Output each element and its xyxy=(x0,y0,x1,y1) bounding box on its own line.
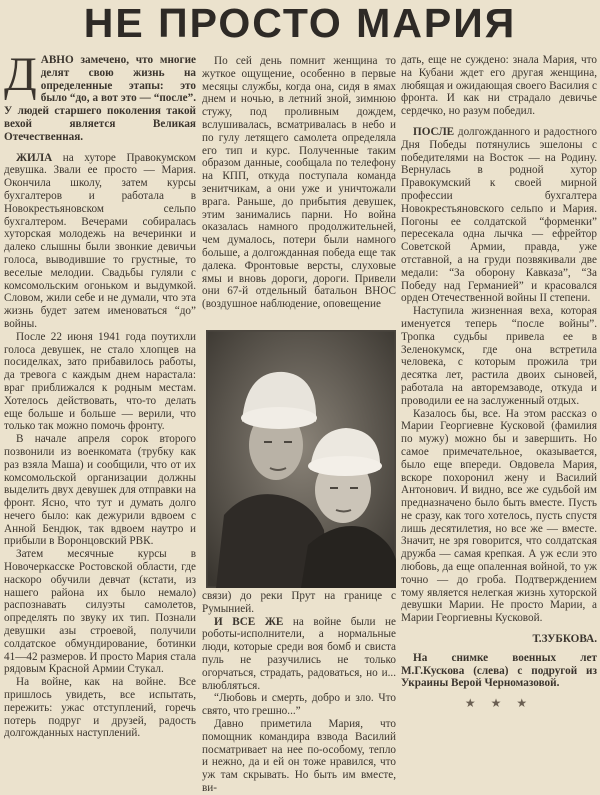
photo-caption: На снимке военных лет М.Г.Кускова (слева) с подругой из Украины Верой Черномазовой. xyxy=(401,651,597,690)
photo-two-women-in-fur-hats xyxy=(206,330,396,588)
star-separator-icon: ★ ★ ★ xyxy=(464,696,534,711)
paragraph-text: связи) до реки Прут на границе с Румынией. xyxy=(202,590,396,615)
paragraph-text: Затем месячные курсы в Новочеркасске Ростовской области, где наскоро обучили девчат (кстати, из нашего района их было немало) распознавать силуэты самолетов, определять по звуку их тип. Познали девушки азы строевой, получили солдатское обмундирование, ботинки 41—42 размеров. И просто Мария стала рядовым Красной Армии Стукал. xyxy=(4,548,196,676)
paragraph-lead-words: ПОСЛЕ xyxy=(413,125,455,138)
article-paragraph xyxy=(4,433,196,548)
paragraph-lead-words: ЖИЛА xyxy=(16,151,53,164)
drop-cap: Д xyxy=(4,48,37,101)
paragraph-text: на войне были не роботы-исполнители, а нормальные люди, которые среди воя бомб и свиста пуль не разучились не только огорчаться, страдать, радоваться, но и... влюбляться. xyxy=(202,615,396,692)
paragraph-text: дать, еще не суждено: знала Мария, что на Кубани ждет его другая женщина, любящая и ожидающая своего Василия с фронта. И как ни страдало девичье сердечко, но разум победил. xyxy=(401,54,597,118)
col1-paragraphs xyxy=(4,152,196,741)
article-paragraph xyxy=(401,126,597,305)
column-2-bottom xyxy=(202,590,396,795)
article-paragraph xyxy=(202,692,396,718)
article-paragraph xyxy=(4,152,196,331)
col2-bottom-paragraphs xyxy=(202,590,396,795)
article-paragraph xyxy=(401,408,597,626)
paragraph-text: долгожданного и радостного Дня Победы потянулись эшелоны с победителями на Восток — на Родину. Вернулась в родной хутор Правокумский к своей мирной профессии бухгалтера Новокрестьяновского сельпо и Мария. Погоны ее солдатской “форменки” пересекала одна лычка — ефрейтор Советской Армии, правда, уже отставной, а на груди позвякивали две медали: “За оборону Кавказа”, “За Победу над Германией” и красовался орден Отечественной войны II степени. xyxy=(401,125,597,305)
column-2-top xyxy=(202,55,396,311)
paragraph-lead-words: И ВСЕ ЖЕ xyxy=(214,615,284,628)
paragraph-text: Казалось бы, все. На этом рассказ о Марии Георгиевне Кусковой (фамилия по мужу) можно бы и завершить. Но самое примечательное, оказывается, было еще впереди. Овдовела Мария, вскоре похоронил жену и Василий Антонович. И видно, все же судьбой им предназначено было быть вместе. Пусть не сразу, как того хотелось, пусть спустя лишь десятилетия, но все же — вместе. Значит, не зря говорится, что солдатская дружба — самая крепкая. А уж если это любовь, да еще опаленная войной, то уж точно — до гроба. Подтверждением тому является нелегкая жизнь хуторской девушки Марии. Не просто Марии, а Марии Георгиевны Кусковой. xyxy=(401,407,597,625)
paragraph-text: В начале апреля сорок второго позвонили из военкомата (трубку как раз взяла Маша) и сообщили, что от их комсомольской организации должны выделить двух девушек для отправки на фронт. Ясно, что тут и думать долго нечего было: как дежурили вдвоем с Анной Бендюк, так вдвоем наутро и прибыли в Воронцовский РВК. xyxy=(4,433,196,548)
article-intro xyxy=(4,48,196,144)
paragraph-text: “Любовь и смерть, добро и зло. Что свято, что грешно...” xyxy=(202,692,396,718)
article-paragraph xyxy=(202,590,396,616)
intro-text: АВНО замечено, что многие делят свою жизнь на определенные этапы: это было “до, а вот это — “после”. У людей старшего поколения такой вехой является Великая Отечественная. xyxy=(4,54,196,143)
article-paragraph xyxy=(401,54,597,118)
author-signature: Т.ЗУБКОВА. xyxy=(532,633,597,646)
column-3 xyxy=(401,54,597,710)
paragraph-text: на хуторе Правокумском девушка. Звали ее просто — Мария. Окончила школу, затем курсы бухгалтеров и работала в Новокрестьяновском сельпо бухгалтером. Вечерами собиралась хуторская молодежь на вечеринки и далеко слышны были звонкие девичьи голоса, выводившие то грустные, то веселые мелодии. Свадьбы гуляли с комсомольским огоньком и выдумкой. Словом, жили себе и не думали, что эта жизнь будет затем именоваться “до” войны. xyxy=(4,151,196,330)
paragraph-text: По сей день помнит женщина то жуткое ощущение, особенно в первые месяцы службы, когда она, сидя в ямах днем и ночью, в летний зной, зимнюю стужу, под проливным дождем, вслушивалась, всматривалась в небо и по гулу летящего самолета определяла его тип и курс. Полученные таким образом данные, сообщала по телефону на КПП, откуда поступала команда зенитчикам, а они уже и уничтожали врага. Раньше, до прибытия девушек, этим занимались парни. Но война оказалась намного продолжительней, чем думалось, потери были намного больше, а долгожданная победа еще так далека. Фронтовые версты, слуховые ямы и вновь дороги, дороги. Привели они 67-й отдельный батальон ВНОС (воздушное наблюдение, оповещение xyxy=(202,55,396,311)
article-paragraph xyxy=(4,331,196,433)
article-paragraph xyxy=(202,55,396,311)
paragraph-text: После 22 июня 1941 года поутихли голоса девушек, не стало хлопцев на посиделках, зато прибавилось работы, да тревога с каждым днем нарастала: враг приближался к родным местам. Хотелось действовать, что-то делать еще больше и больше — верили, что только так можно помочь фронту. xyxy=(4,330,196,433)
paragraph-text: Наступила жизненная веха, которая именуется теперь “после войны”. Тропка судьбы привела ее в Зеленокумск, где она встретила человека, с которым прожила три десятка лет, растила двоих сыновей, работала на авторемзаводе, откуда и проводили ее на заслуженный отдых. xyxy=(401,305,597,407)
paragraph-text: Давно приметила Мария, что помощник командира взвода Василий посматривает на нее по-особому, тепло и нежно, да и ей он тоже нравился, что уж там скрывать. Но быть им вместе, ви- xyxy=(202,717,396,794)
article-paragraph xyxy=(401,305,597,407)
col3-paragraphs xyxy=(401,54,597,625)
column-1 xyxy=(4,48,196,740)
article-paragraph xyxy=(202,616,396,693)
article-paragraph xyxy=(4,676,196,740)
article-title: НЕ ПРОСТО МАРИЯ xyxy=(83,0,517,46)
article-paragraph xyxy=(4,548,196,676)
paragraph-text: На войне, как на войне. Все пришлось увидеть, все испытать, пережить: ужас отступлений, горечь потерь подруг и друзей, радость долгожданных наступлений. xyxy=(4,676,196,740)
article-paragraph xyxy=(202,718,396,795)
article-photo xyxy=(206,330,396,588)
col2-top-paragraphs xyxy=(202,55,396,311)
